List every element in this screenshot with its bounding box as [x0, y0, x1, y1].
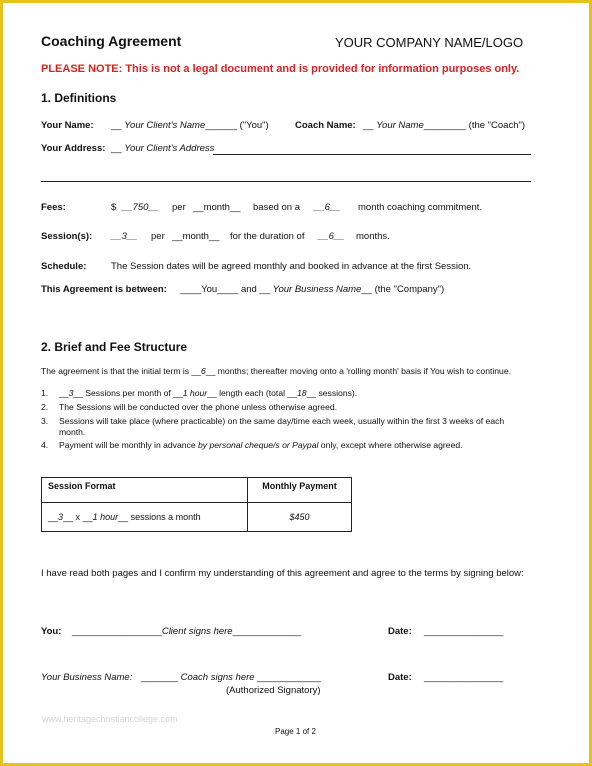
fees-per: per: [172, 202, 186, 213]
company-logo-placeholder: YOUR COMPANY NAME/LOGO: [335, 35, 524, 50]
page-number: Page 1 of 2: [275, 727, 316, 736]
fee-table: [41, 477, 352, 532]
sessions-per: per: [151, 231, 165, 242]
you-label: You:: [41, 626, 62, 637]
confirmation-statement: I have read both pages and I confirm my understanding of this agreement and agree to the terms by signing below:: [41, 568, 524, 579]
document-title: Coaching Agreement: [41, 33, 182, 49]
list-item: Payment will be monthly in advance by personal cheque/s or Paypal only, except where otherwise agreed.: [59, 440, 463, 450]
session-format-header: Session Format: [42, 478, 248, 503]
schedule-label: Schedule:: [41, 261, 87, 272]
fee-structure-heading: 2. Brief and Fee Structure: [41, 340, 188, 354]
your-address-value: __ Your Client's Address: [111, 143, 215, 154]
sessions-months: months.: [356, 231, 390, 242]
your-address-label: Your Address:: [41, 143, 106, 154]
fees-commit: month coaching commitment.: [358, 202, 483, 213]
coach-date-line[interactable]: _______________: [424, 672, 504, 683]
legal-disclaimer: PLEASE NOTE: This is not a legal document and is provided for information purposes only.: [41, 63, 520, 75]
list-item: __3__ Sessions per month of __1 hour__ length each (total __18__ sessions).: [59, 388, 358, 398]
sessions-period: __month__: [172, 231, 220, 242]
term-intro: The agreement is that the initial term is __6__ months; thereafter moving onto a 'rolling month' basis if You wish to continue.: [41, 366, 512, 376]
list-item-number: 2.: [41, 402, 49, 412]
list-item-number: 4.: [41, 440, 49, 450]
sessions-term: __6__: [318, 231, 345, 242]
definitions-heading: 1. Definitions: [41, 91, 117, 105]
session-format-cell: __3__ x __1 hour__ sessions a month: [42, 503, 248, 532]
list-item-number: 3.: [41, 416, 49, 426]
fees-label: Fees:: [41, 202, 66, 213]
schedule-text: The Session dates will be agreed monthly and booked in advance at the first Session.: [111, 261, 472, 272]
agreement-between-label: This Agreement is between:: [41, 284, 167, 295]
list-item-continuation: month.: [59, 427, 86, 437]
authorized-signatory: (Authorized Signatory): [226, 685, 321, 696]
coach-name-label: Coach Name:: [295, 120, 356, 131]
your-name-label: Your Name:: [41, 120, 94, 131]
list-item-number: 1.: [41, 388, 49, 398]
business-name-label: Your Business Name:: [41, 672, 133, 683]
sessions-label: Session(s):: [41, 231, 93, 242]
list-item: Sessions will take place (where practicable) on the same day/time each week, usually within the first 3 weeks of each: [59, 416, 505, 426]
client-date-line[interactable]: _______________: [424, 626, 504, 637]
sessions-duration: for the duration of: [230, 231, 305, 242]
address-line: [213, 154, 531, 155]
list-item: The Sessions will be conducted over the phone unless otherwise agreed.: [59, 402, 338, 412]
watermark: www.heritagechristiancollege.com: [42, 714, 178, 724]
date-label: Date:: [388, 672, 412, 683]
fees-based: based on a: [253, 202, 301, 213]
address-line-2: [41, 181, 531, 182]
fees-amount: __750__: [122, 202, 159, 213]
monthly-payment-header: Monthly Payment: [248, 478, 352, 503]
agreement-between-text: ____You____ and __ Your Business Name__ (the "Company"): [180, 284, 445, 295]
date-label: Date:: [388, 626, 412, 637]
coach-name-value: __ Your Name________ (the "Coach"): [363, 120, 526, 131]
fees-period: __month__: [193, 202, 241, 213]
your-name-value: __ Your Client's Name______ ("You"): [111, 120, 269, 131]
client-signature-line[interactable]: _________________Client signs here_____________: [72, 626, 302, 637]
fees-dollar: $: [111, 202, 117, 213]
coach-signature-line[interactable]: _______ Coach signs here ____________: [141, 672, 321, 683]
sessions-count: __3__: [111, 231, 138, 242]
fees-term: __6__: [314, 202, 341, 213]
monthly-payment-cell: $450: [248, 503, 352, 532]
